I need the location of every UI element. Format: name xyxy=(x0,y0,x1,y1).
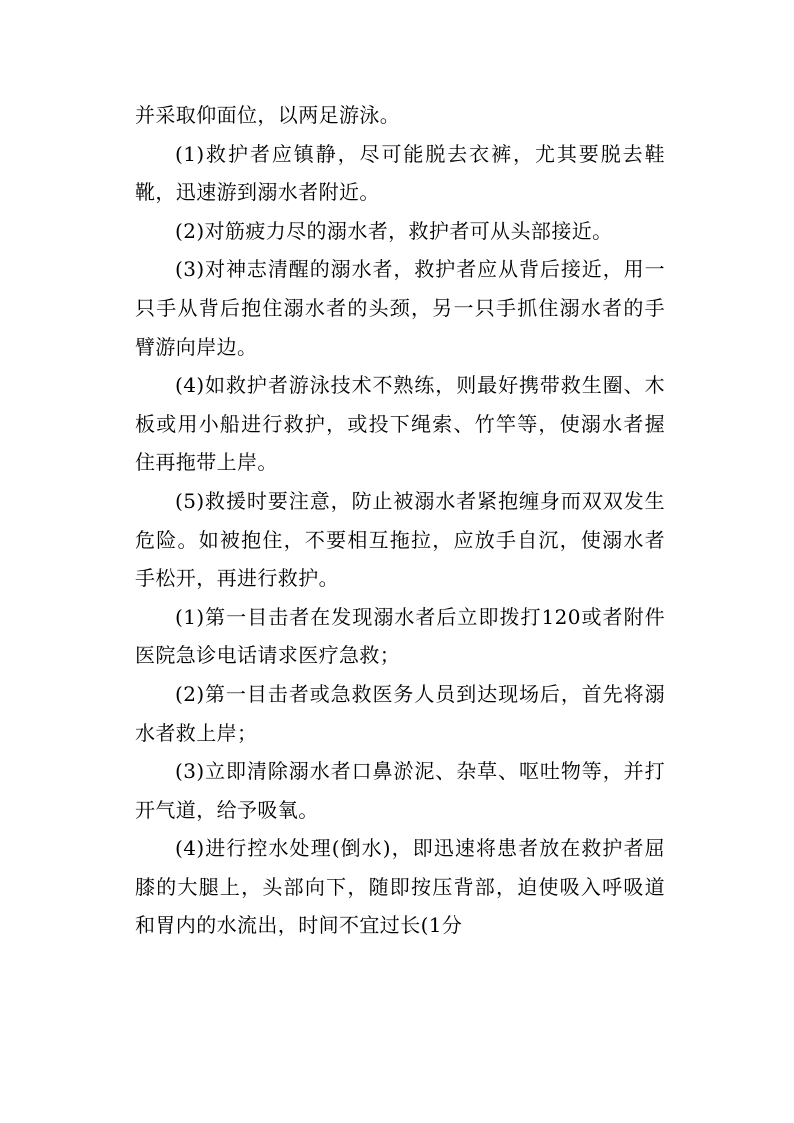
paragraph-first-aid-step-4: (4)进行控水处理(倒水)，即迅速将患者放在救护者屈膝的大腿上，头部向下，随即按压背部，迫使吸入呼吸道和胃内的水流出，时间不宜过长(1分 xyxy=(135,836,665,938)
paragraph-rescue-step-4: (4)如救护者游泳技术不熟练，则最好携带救生圈、木板或用小船进行救护，或投下绳索、竹竿等，使溺水者握住再拖带上岸。 xyxy=(135,373,665,475)
document-body xyxy=(135,96,665,945)
paragraph-rescue-step-2: (2)对筋疲力尽的溺水者，救护者可从头部接近。 xyxy=(175,218,613,243)
paragraph-rescue-step-3: (3)对神志清醒的溺水者，救护者应从背后接近，用一只手从背后抱住溺水者的头颈，另一只手抓住溺水者的手臂游向岸边。 xyxy=(135,257,665,359)
paragraph-continuation: 并采取仰面位，以两足游泳。 xyxy=(135,103,401,127)
paragraph-rescue-step-5: (5)救援时要注意，防止被溺水者紧抱缠身而双双发生危险。如被抱住，不要相互拖拉，应放手自沉，使溺水者手松开，再进行救护。 xyxy=(135,488,665,591)
paragraph-rescue-step-1: (1)救护者应镇静，尽可能脱去衣裤，尤其要脱去鞋靴，迅速游到溺水者附近。 xyxy=(135,141,665,205)
paragraph-first-aid-step-1: (1)第一目击者在发现溺水者后立即拨打120或者附件医院急诊电话请求医疗急救； xyxy=(135,604,665,668)
paragraph-first-aid-step-3: (3)立即清除溺水者口鼻淤泥、杂草、呕吐物等，并打开气道，给予吸氧。 xyxy=(135,759,665,822)
paragraph-first-aid-step-2: (2)第一目击者或急救医务人员到达现场后，首先将溺水者救上岸； xyxy=(135,681,665,745)
